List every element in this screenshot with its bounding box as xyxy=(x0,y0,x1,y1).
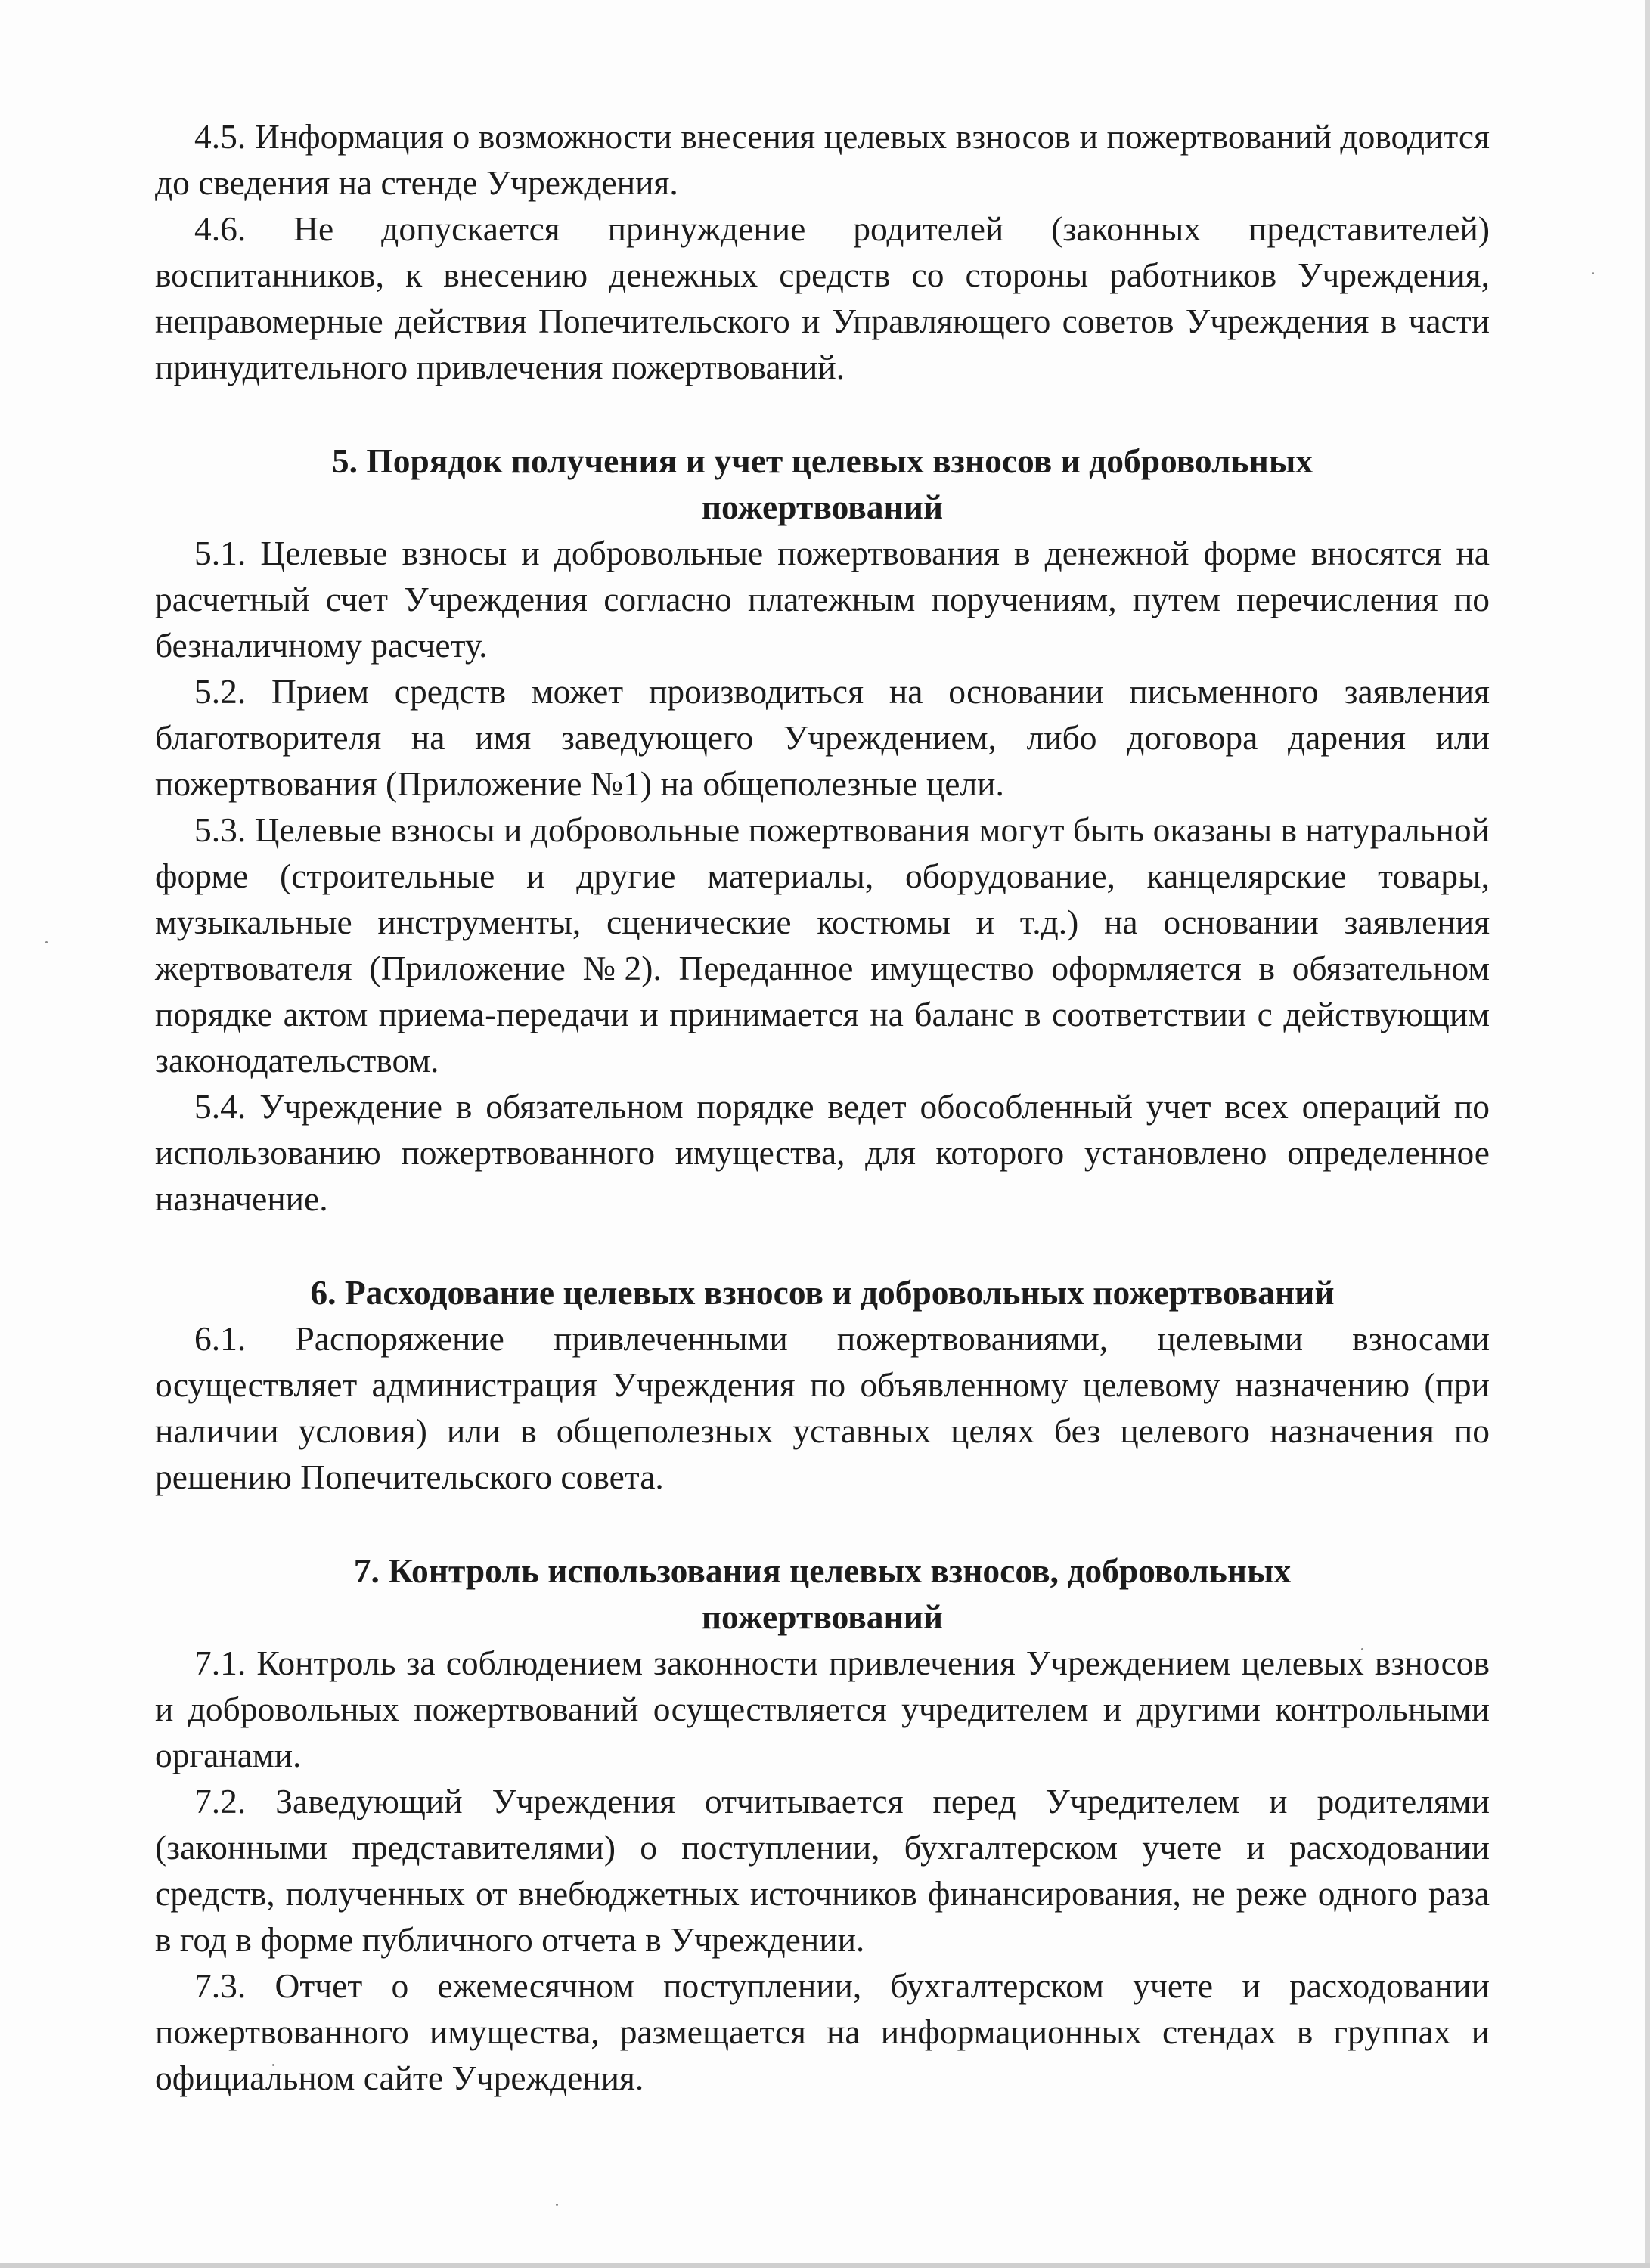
scan-speck xyxy=(45,941,48,943)
section-heading-7: 7. Контроль использования целевых взносов, добровольных пожертвований xyxy=(353,1551,1292,1636)
paragraph-6-1: 6.1. Распоряжение привлеченными пожертвованиями, целевыми взносами осуществляет администрация Учреждения по объявленному целевому назначению (при наличии условия) или в общеполезных уставных целях без целевого назначения по решению Попечительского совета. xyxy=(155,1319,1490,1496)
paragraph-5-2: 5.2. Прием средств может производиться на основании письменного заявления благотворителя на имя заведующего Учреждением, либо договора дарения или пожертвования (Приложение №1) на общеполезные цели. xyxy=(155,672,1490,803)
paragraph-7-3: 7.3. Отчет о ежемесячном поступлении, бухгалтерском учете и расходовании пожертвованного имущества, размещается на информационных стендах в группах и официальном сайте Учреждения. xyxy=(155,1966,1490,2097)
scan-speck xyxy=(1592,272,1594,274)
paragraph-7-1: 7.1. Контроль за соблюдением законности привлечения Учреждением целевых взносов и добровольных пожертвований осуществляется учредителем и другими контрольными органами. xyxy=(155,1644,1490,1774)
scan-edge-bottom xyxy=(0,2263,1650,2268)
section-heading-5: 5. Порядок получения и учет целевых взносов и добровольных пожертвований xyxy=(331,442,1313,526)
section-heading-6: 6. Расходование целевых взносов и добровольных пожертвований xyxy=(310,1273,1335,1312)
paragraph-5-3: 5.3. Целевые взносы и добровольные пожертвования могут быть оказаны в натуральной форме (строительные и другие материалы, оборудование, канцелярские товары, музыкальные инструменты, сценические костюмы и т.д.) на основании заявления жертвователя (Приложение №2). Переданное имущество оформляется в обязательном порядке актом приема-передачи и принимается на баланс в соответствии с действующим законодательством. xyxy=(155,810,1490,1080)
scan-edge-right xyxy=(1645,0,1650,2268)
paragraph-5-4: 5.4. Учреждение в обязательном порядке ведет обособленный учет всех операций по использованию пожертвованного имущества, для которого установлено определенное назначение. xyxy=(155,1087,1490,1218)
paragraph-5-1: 5.1. Целевые взносы и добровольные пожертвования в денежной форме вносятся на расчетный счет Учреждения согласно платежным поручениям, путем перечисления по безналичному расчету. xyxy=(155,534,1490,665)
paragraph-4-5: 4.5. Информация о возможности внесения целевых взносов и пожертвований доводится до сведения на стенде Учреждения. xyxy=(155,117,1490,202)
document-body xyxy=(155,113,1490,2101)
scan-speck xyxy=(556,2204,558,2206)
paragraph-7-2: 7.2. Заведующий Учреждения отчитывается перед Учредителем и родителями (законными представителями) о поступлении, бухгалтерском учете и расходовании средств, полученных от внебюджетных источников финансирования, не реже одного раза в год в форме публичного отчета в Учреждении. xyxy=(155,1782,1490,1959)
paragraph-4-6: 4.6. Не допускается принуждение родителей (законных представителей) воспитанников, к внесению денежных средств со стороны работников Учреждения, неправомерные действия Попечительского и Управляющего советов Учреждения в части принудительного привлечения пожертвований. xyxy=(155,209,1490,386)
